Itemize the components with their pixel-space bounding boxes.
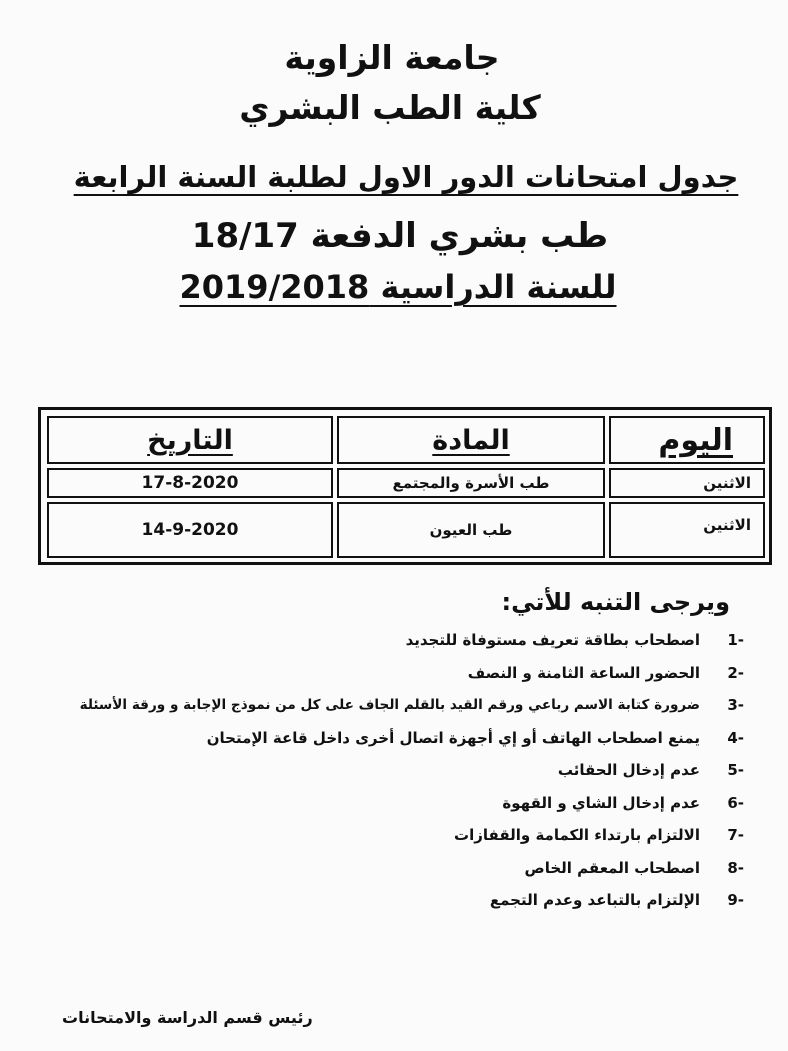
list-item — [24, 722, 744, 755]
list-item-number: 8- — [727, 858, 744, 877]
table-row-1-subject: طب الأسرة والمجتمع — [337, 468, 605, 498]
list-item-number: 3- — [727, 696, 744, 714]
list-item — [24, 819, 744, 852]
list-item-text: الالتزام بارتداء الكمامة والقفازات — [454, 826, 700, 844]
cohort-title: طب بشري الدفعة 18/17 — [191, 216, 609, 256]
column-header-day-text: اليوم — [658, 422, 733, 458]
column-header-subject — [337, 416, 605, 464]
table-row-2-subject: طب العيون — [337, 502, 605, 558]
list-item — [24, 624, 744, 657]
column-header-subject-text: المادة — [432, 424, 510, 456]
list-item — [24, 754, 744, 787]
schedule-title-text: جدول امتحانات الدور الاول لطلبة السنة الرابعة — [73, 160, 739, 194]
list-item-number: 9- — [727, 891, 744, 909]
list-item — [24, 852, 744, 885]
list-item-text: يمنع اصطحاب الهاتف أو إي أجهزة اتصال أخرى داخل قاعة الإمتحان — [206, 728, 700, 747]
notes-list — [24, 624, 744, 917]
list-item-number: 2- — [727, 663, 744, 682]
table-row-2-date: 14-9-2020 — [47, 502, 333, 558]
column-header-date-text: التاريخ — [147, 424, 233, 456]
university-name: جامعة الزاوية — [284, 38, 500, 77]
list-item-number: 5- — [727, 761, 744, 779]
list-item-text: الحضور الساعة الثامنة و النصف — [467, 663, 700, 682]
academic-year-text: للسنة الدراسية 2019/2018 — [179, 268, 617, 306]
list-item-text: ضرورة كتابة الاسم رباعي ورقم القيد بالقلم الجاف على كل من نموذج الإجابة و ورقة الأسئلة — [79, 697, 700, 713]
list-item — [24, 787, 744, 820]
schedule-title — [12, 160, 788, 194]
column-header-day — [609, 416, 765, 464]
academic-year-title — [4, 268, 788, 306]
list-item — [24, 689, 744, 722]
table-row-1-day: الاثنين — [609, 468, 765, 498]
list-item-number: 4- — [727, 728, 744, 747]
list-item-text: عدم إدخال الشاي و القهوة — [502, 793, 700, 812]
list-item-text: عدم إدخال الحقائب — [557, 761, 700, 779]
exam-schedule-table — [38, 407, 772, 565]
list-item-number: 1- — [727, 631, 744, 649]
list-item-text: الإلتزام بالتباعد وعدم التجمع — [489, 891, 700, 909]
signature-line: رئيس قسم الدراسة والامتحانات — [62, 1008, 313, 1027]
list-item-text: اصطحاب المعقم الخاص — [524, 858, 700, 877]
list-item — [24, 884, 744, 917]
list-item — [24, 657, 744, 690]
list-item-text: اصطحاب بطاقة تعريف مستوفاة للتجديد — [405, 631, 700, 649]
list-item-number: 6- — [727, 793, 744, 812]
list-item-number: 7- — [727, 826, 744, 844]
table-row-1-date: 17-8-2020 — [47, 468, 333, 498]
notes-heading: ويرجى التنبه للأتي: — [501, 588, 730, 616]
table-row-2-day: الاثنين — [609, 502, 765, 558]
faculty-name: كلية الطب البشري — [239, 88, 541, 127]
column-header-date — [47, 416, 333, 464]
